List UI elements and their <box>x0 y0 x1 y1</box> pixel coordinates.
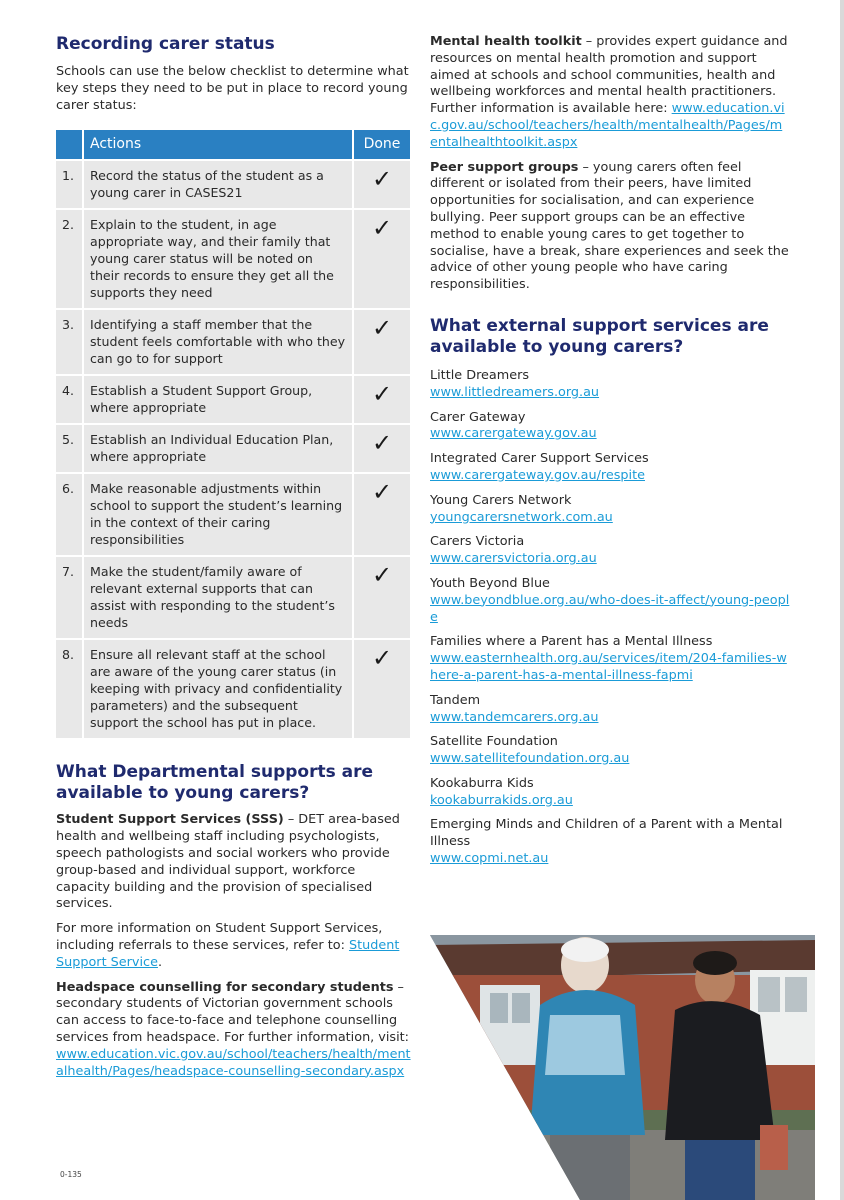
row-number: 7. <box>56 557 82 638</box>
service-item <box>430 410 790 444</box>
toolkit-text: – provides expert guidance and resources on mental health promotion and support aimed at schools and school communities, health and wellbeing workforces and mental health practitioners. Further information is available here: <box>430 34 788 117</box>
checklist-intro: Schools can use the below checklist to determine what key steps they need to be put in place to record young carer status: <box>56 64 409 113</box>
row-number: 8. <box>56 640 82 738</box>
service-link[interactable]: www.satellitefoundation.org.au <box>430 751 630 767</box>
more-info-text: For more information on Student Support Services, including referrals to these services, refer to: <box>56 921 383 953</box>
service-item <box>430 734 790 768</box>
headspace-title: Headspace counselling for secondary students <box>56 979 394 995</box>
checklist-row <box>56 161 410 208</box>
row-action-text: Identifying a staff member that the student feels comfortable with who they can go to for support <box>84 310 352 374</box>
checkmark-icon: ✓ <box>354 161 410 208</box>
checklist-row <box>56 557 410 638</box>
service-item <box>430 368 790 402</box>
checkmark-icon: ✓ <box>354 474 410 555</box>
checklist-row <box>56 210 410 308</box>
service-name: Satellite Foundation <box>430 734 558 750</box>
actions-checklist-table <box>54 128 412 740</box>
headspace-link[interactable]: www.education.vic.gov.au/school/teachers/health/mentalhealth/Pages/headspace-counselling-secondary.aspx <box>56 1046 411 1079</box>
toolkit-link[interactable]: www.education.vic.gov.au/school/teachers/health/mentalhealth/Pages/mentalhealthtoolkit.aspx <box>430 101 785 150</box>
service-link[interactable]: kookaburrakids.org.au <box>430 792 573 808</box>
service-item <box>430 451 790 485</box>
toolkit-paragraph <box>430 34 790 152</box>
services-list <box>430 368 790 868</box>
row-number: 4. <box>56 376 82 423</box>
more-info-paragraph <box>56 921 412 971</box>
number-column-header <box>56 130 82 159</box>
peer-support-title: Peer support groups <box>430 159 579 175</box>
carers-photo <box>430 935 815 1200</box>
service-link[interactable]: www.carersvictoria.org.au <box>430 551 597 567</box>
row-number: 1. <box>56 161 82 208</box>
right-column <box>430 34 790 876</box>
row-action-text: Explain to the student, in age appropriate way, and their family that young carer status will be noted on their records to ensure they get all the supports they need <box>84 210 352 308</box>
checklist-body <box>56 161 410 738</box>
checklist-row <box>56 310 410 374</box>
checkmark-icon: ✓ <box>354 376 410 423</box>
service-item <box>430 817 790 867</box>
service-link[interactable]: www.carergateway.gov.au <box>430 426 597 442</box>
checklist-row <box>56 376 410 423</box>
service-item <box>430 693 790 727</box>
service-item <box>430 534 790 568</box>
service-link[interactable]: youngcarersnetwork.com.au <box>430 509 613 525</box>
checklist-row <box>56 474 410 555</box>
service-name: Youth Beyond Blue <box>430 575 550 591</box>
service-name: Little Dreamers <box>430 367 530 383</box>
external-services-heading: What external support services are available to young carers? <box>430 315 769 357</box>
row-number: 5. <box>56 425 82 472</box>
sss-paragraph <box>56 812 412 913</box>
done-column-header: Done <box>354 130 410 159</box>
service-item <box>430 576 790 626</box>
more-info-end: . <box>157 954 163 970</box>
toolkit-title: Mental health toolkit <box>430 34 582 49</box>
service-item <box>430 634 790 684</box>
headspace-text: – secondary students of Victorian government schools can access to face-to-face and telephone counselling services from headspace. For further information, visit: <box>56 979 409 1045</box>
service-name: Carer Gateway <box>430 409 526 425</box>
row-number: 3. <box>56 310 82 374</box>
service-link[interactable]: www.beyondblue.org.au/who-does-it-affect/young-people <box>430 592 790 625</box>
recording-carer-status-heading: Recording carer status <box>56 34 275 54</box>
service-name: Tandem <box>430 692 481 708</box>
departmental-supports-heading: What Departmental supports are available to young carers? <box>56 762 374 804</box>
service-name: Families where a Parent has a Mental Illness <box>430 634 713 650</box>
checkmark-icon: ✓ <box>354 310 410 374</box>
page-code: 0-135 <box>60 1170 82 1179</box>
checkmark-icon: ✓ <box>354 210 410 308</box>
checkmark-icon: ✓ <box>354 640 410 738</box>
service-name: Young Carers Network <box>430 492 572 508</box>
row-action-text: Record the status of the student as a young carer in CASES21 <box>84 161 352 208</box>
service-name: Kookaburra Kids <box>430 775 534 791</box>
left-column <box>56 34 412 1080</box>
row-action-text: Ensure all relevant staff at the school are aware of the young carer status (in keeping with privacy and confidentiality parameters) and the subsequent support the school has put in place. <box>84 640 352 738</box>
checklist-row <box>56 640 410 738</box>
headspace-paragraph <box>56 980 412 1081</box>
service-name: Carers Victoria <box>430 534 525 550</box>
photo-illustration <box>430 935 815 1200</box>
sss-text: – DET area-based health and wellbeing staff including psychologists, speech pathologists and social workers who provide group-based and individual support, workforce capacity building and the provision of specialised services. <box>56 812 400 912</box>
service-link[interactable]: www.carergateway.gov.au/respite <box>430 467 645 483</box>
actions-column-header: Actions <box>84 130 352 159</box>
checkmark-icon: ✓ <box>354 425 410 472</box>
service-name: Emerging Minds and Children of a Parent with a Mental Illness <box>430 817 783 850</box>
page-edge <box>840 0 844 1200</box>
table-header-row <box>56 130 410 159</box>
service-link[interactable]: www.tandemcarers.org.au <box>430 709 599 725</box>
service-item <box>430 776 790 810</box>
service-name: Integrated Carer Support Services <box>430 451 649 467</box>
row-action-text: Make the student/family aware of relevant external supports that can assist with responding to the student’s needs <box>84 557 352 638</box>
peer-support-text: – young carers often feel different or isolated from their peers, have limited opportunities for socialisation, and can experience bullying. Peer support groups can be an effective method to enable young cares to get together to socialise, have a break, share experiences and seek the advice of other young people who have caring responsibilities. <box>430 159 789 293</box>
service-item <box>430 493 790 527</box>
service-link[interactable]: www.copmi.net.au <box>430 851 549 867</box>
row-action-text: Establish a Student Support Group, where appropriate <box>84 376 352 423</box>
row-number: 2. <box>56 210 82 308</box>
row-action-text: Establish an Individual Education Plan, where appropriate <box>84 425 352 472</box>
service-link[interactable]: www.easternhealth.org.au/services/item/204-families-where-a-parent-has-a-mental-illness-fapmi <box>430 651 787 683</box>
peer-support-paragraph <box>430 160 790 294</box>
row-number: 6. <box>56 474 82 555</box>
service-link[interactable]: www.littledreamers.org.au <box>430 384 600 400</box>
row-action-text: Make reasonable adjustments within school to support the student’s learning in the context of their caring responsibilities <box>84 474 352 555</box>
checkmark-icon: ✓ <box>354 557 410 638</box>
sss-title: Student Support Services (SSS) <box>56 812 284 828</box>
student-support-service-link[interactable]: Student Support Service <box>56 937 400 970</box>
checklist-row <box>56 425 410 472</box>
